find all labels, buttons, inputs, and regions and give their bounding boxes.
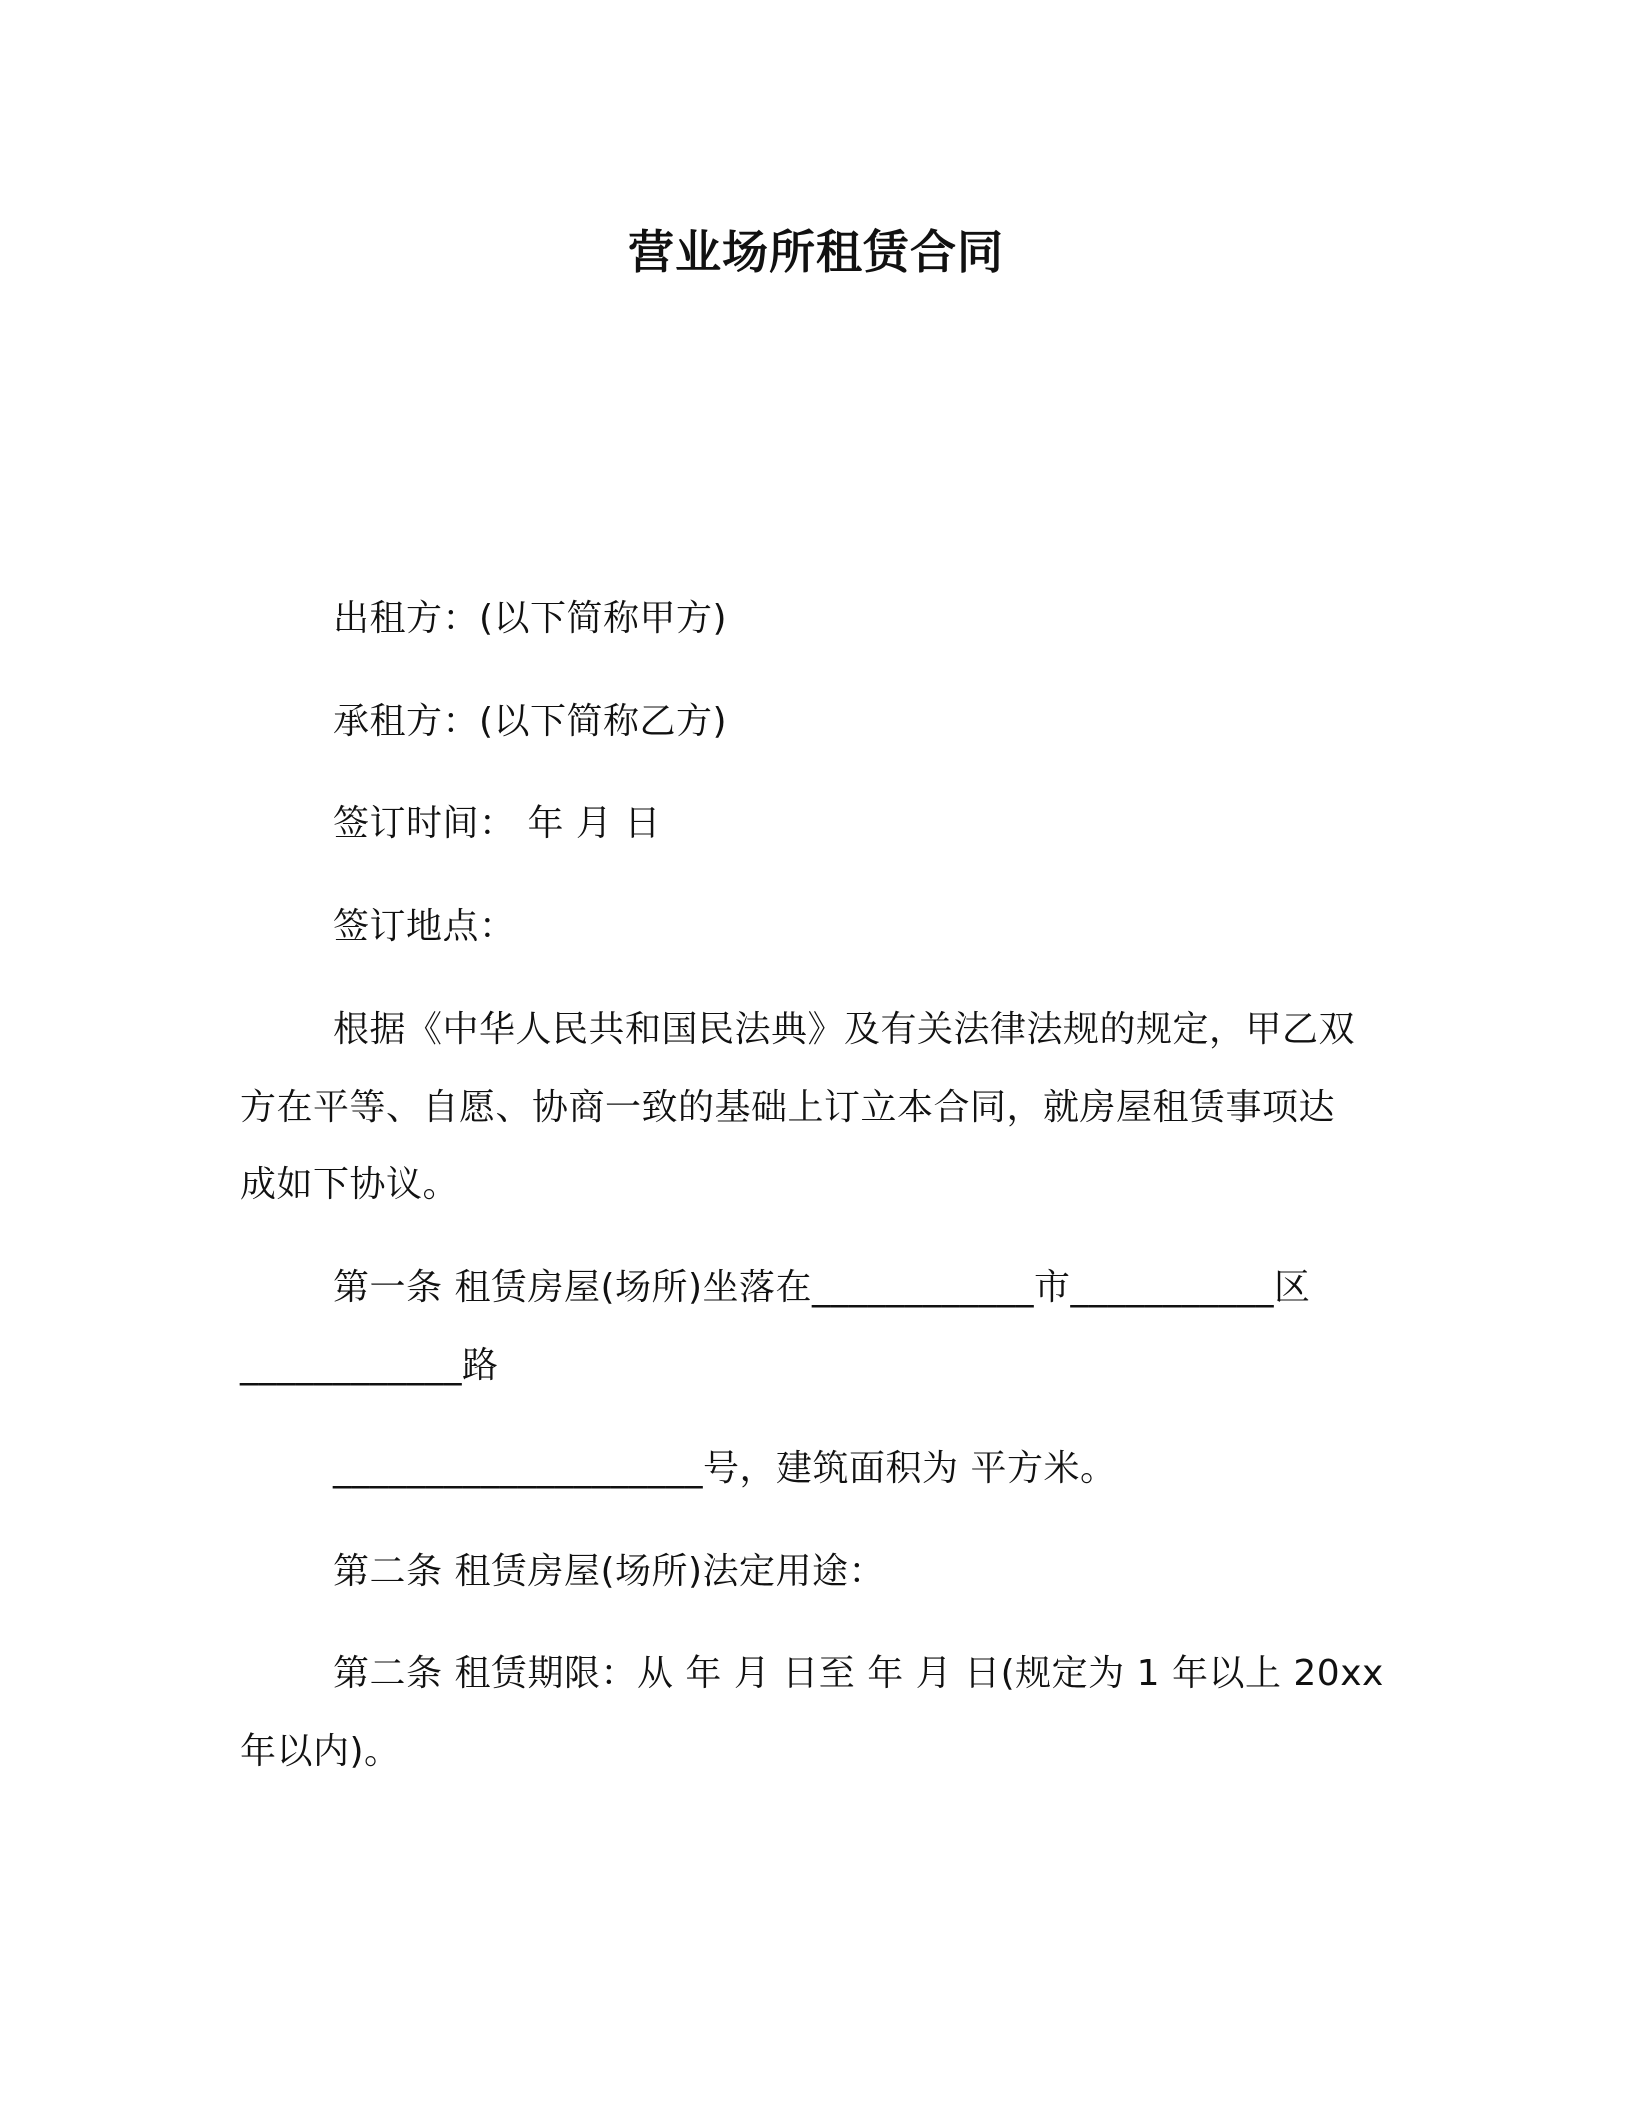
preamble-line-3: 成如下协议。 [240, 1164, 460, 1205]
article2-term-line-1: 第二条 租赁期限：从 年 月 日至 年 月 日(规定为 1 年以上 20xx [333, 1653, 1384, 1694]
lessee-line: 承租方：(以下简称乙方) [333, 701, 728, 742]
article1-line-3: ____________________号，建筑面积为 平方米。 [333, 1448, 1117, 1489]
lessor-line: 出租方：(以下简称甲方) [333, 598, 728, 639]
document-title: 营业场所租赁合同 [628, 225, 1004, 279]
preamble-line-2: 方在平等、自愿、协商一致的基础上订立本合同，就房屋租赁事项达 [240, 1087, 1336, 1128]
preamble-line-1: 根据《中华人民共和国民法典》及有关法律法规的规定，甲乙双 [333, 1009, 1356, 1050]
article2-use-line: 第二条 租赁房屋(场所)法定用途： [333, 1551, 886, 1592]
article1-line-1: 第一条 租赁房屋(场所)坐落在____________市___________区 [333, 1267, 1311, 1308]
article2-term-line-2: 年以内)。 [240, 1731, 401, 1772]
sign-place-line: 签订地点： [333, 906, 516, 947]
article1-line-2: ____________路 [240, 1345, 499, 1386]
sign-time-line: 签订时间： 年 月 日 [333, 803, 661, 844]
